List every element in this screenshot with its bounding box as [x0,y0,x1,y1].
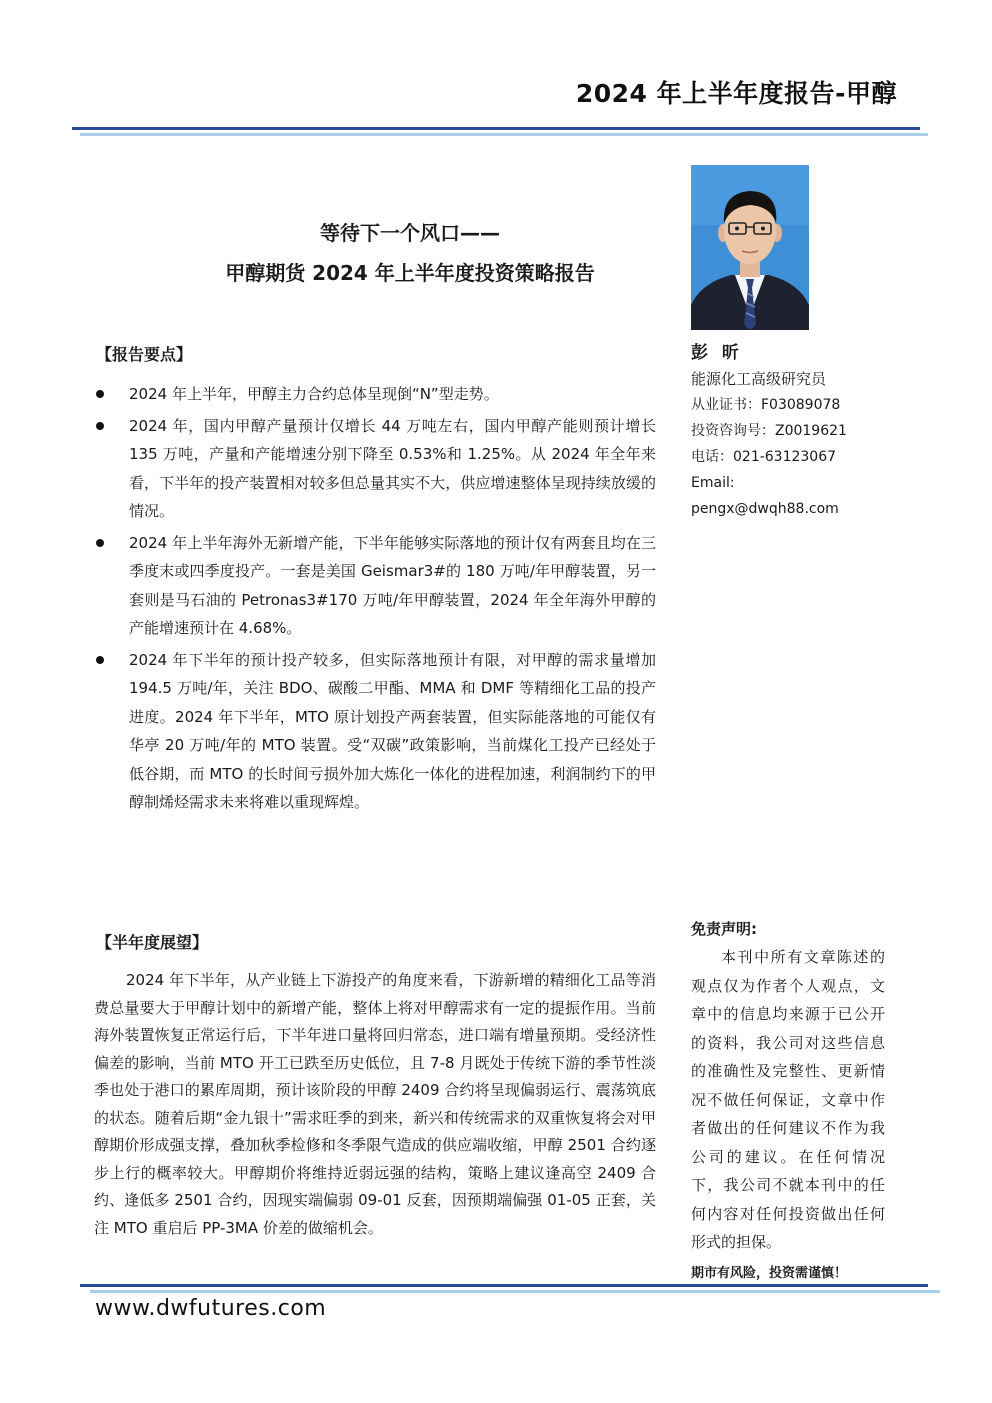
footer-rule-light [90,1290,940,1293]
key-point-item [96,529,656,643]
report-title-line1: 等待下一个风口—— [320,221,500,245]
report-header-title: 2024 年上半年度报告-甲醇 [575,79,897,108]
bullet-icon [96,656,104,664]
author-role: 能源化工高级研究员 [691,370,827,388]
key-point-text: 2024 年，国内甲醇产量预计仅增长 44 万吨左右，国内甲醇产能则预计增长 135 万吨，产量和产能增速分别下降至 0.53%和 1.25%。从 2024 年全年来看，下半年的投产装置相对较多但总量其实不大，供应增速整体呈现持续放缓的情况。 [129,416,656,520]
author-portrait-image [691,165,809,330]
author-name: 彭 昕 [691,343,743,363]
key-point-text: 2024 年上半年海外无新增产能，下半年能够实际落地的预计仅有两套且均在三季度末或四季度投产。一套是美国 Geismar3#的 180 万吨/年甲醇装置，另一套则是马石油的 Petronas3#170 万吨/年甲醇装置，2024 年全年海外甲醇的产能增速预计在 4.68%。 [129,533,656,637]
bullet-icon [96,390,104,398]
outlook-heading: 【半年度展望】 [96,933,209,952]
bullet-icon [96,539,104,547]
author-consult-number: 投资咨询号：Z0019621 [691,423,847,439]
key-point-item [96,412,656,526]
author-email-label: Email: [691,475,735,491]
author-photo [691,165,809,330]
disclaimer-title: 免责声明: [691,920,757,938]
author-info [691,366,931,522]
author-phone: 电话：021-63123067 [691,449,837,465]
key-point-item [96,380,656,409]
header-rule-light [80,133,928,136]
header-rule [72,127,920,130]
key-points-list [96,380,656,820]
disclaimer-body: 本刊中所有文章陈述的观点仅为作者个人观点，文章中的信息均来源于已公开的资料，我公司对这些信息的准确性及完整性、更新情况不做任何保证，文章中作者做出的任何建议不作为我公司的建议。在任何情况下，我公司不就本刊中的任何内容对任何投资做出任何形式的担保。 [691,948,885,1251]
report-title-line2: 甲醇期货 2024 年上半年度投资策略报告 [225,261,595,285]
risk-warning: 期市有风险，投资需谨慎！ [691,1266,848,1281]
author-email[interactable]: pengx@dwqh88.com [691,501,839,517]
footer-website-link[interactable]: www.dwfutures.com [95,1296,327,1321]
key-point-text: 2024 年上半年，甲醇主力合约总体呈现倒“N”型走势。 [129,385,499,403]
bullet-icon [96,422,104,430]
key-points-heading: 【报告要点】 [96,345,193,364]
key-point-text: 2024 年下半年的预计投产较多，但实际落地预计有限，对甲醇的需求量增加 194.5 万吨/年，关注 BDO、碳酸二甲酯、MMA 和 DMF 等精细化工品的投产进度。2024 年下半年，MTO 原计划投产两套装置，但实际能落地的可能仅有华亭 20 万吨/年的 MTO 装置。受“双碳”政策影响，当前煤化工投产已经处于低谷期，而 MTO 的长时间亏损外加大炼化一体化的进程加速，利润制约下的甲醇制烯烃需求未来将难以重现辉煌。 [129,650,656,811]
outlook-body: 2024 年下半年，从产业链上下游投产的角度来看，下游新增的精细化工品等消费总量要大于甲醇计划中的新增产能，整体上将对甲醇需求有一定的提振作用。当前海外装置恢复正常运行后，下半年进口量将回归常态，进口端有增量预期。受经济性偏差的影响，当前 MTO 开工已跌至历史低位，且 7-8 月既处于传统下游的季节性淡季也处于港口的累库周期，预计该阶段的甲醇 2409 合约将呈现偏弱运行、震荡筑底的状态。随着后期“金九银十”需求旺季的到来，新兴和传统需求的双重恢复将会对甲醇期价形成强支撑，叠加秋季检修和冬季限气造成的供应端收缩，甲醇 2501 合约逐步上行的概率较大。甲醇期价将维持近弱远强的结构，策略上建议逢高空 2409 合约、逢低多 2501 合约，因现实端偏弱 09-01 反套，因预期端偏强 01-05 正套，关注 MTO 重启后 PP-3MA 价差的做缩机会。 [94,971,656,1237]
author-license: 从业证书：F03089078 [691,397,841,413]
footer-rule [80,1284,928,1287]
key-point-item [96,646,656,817]
